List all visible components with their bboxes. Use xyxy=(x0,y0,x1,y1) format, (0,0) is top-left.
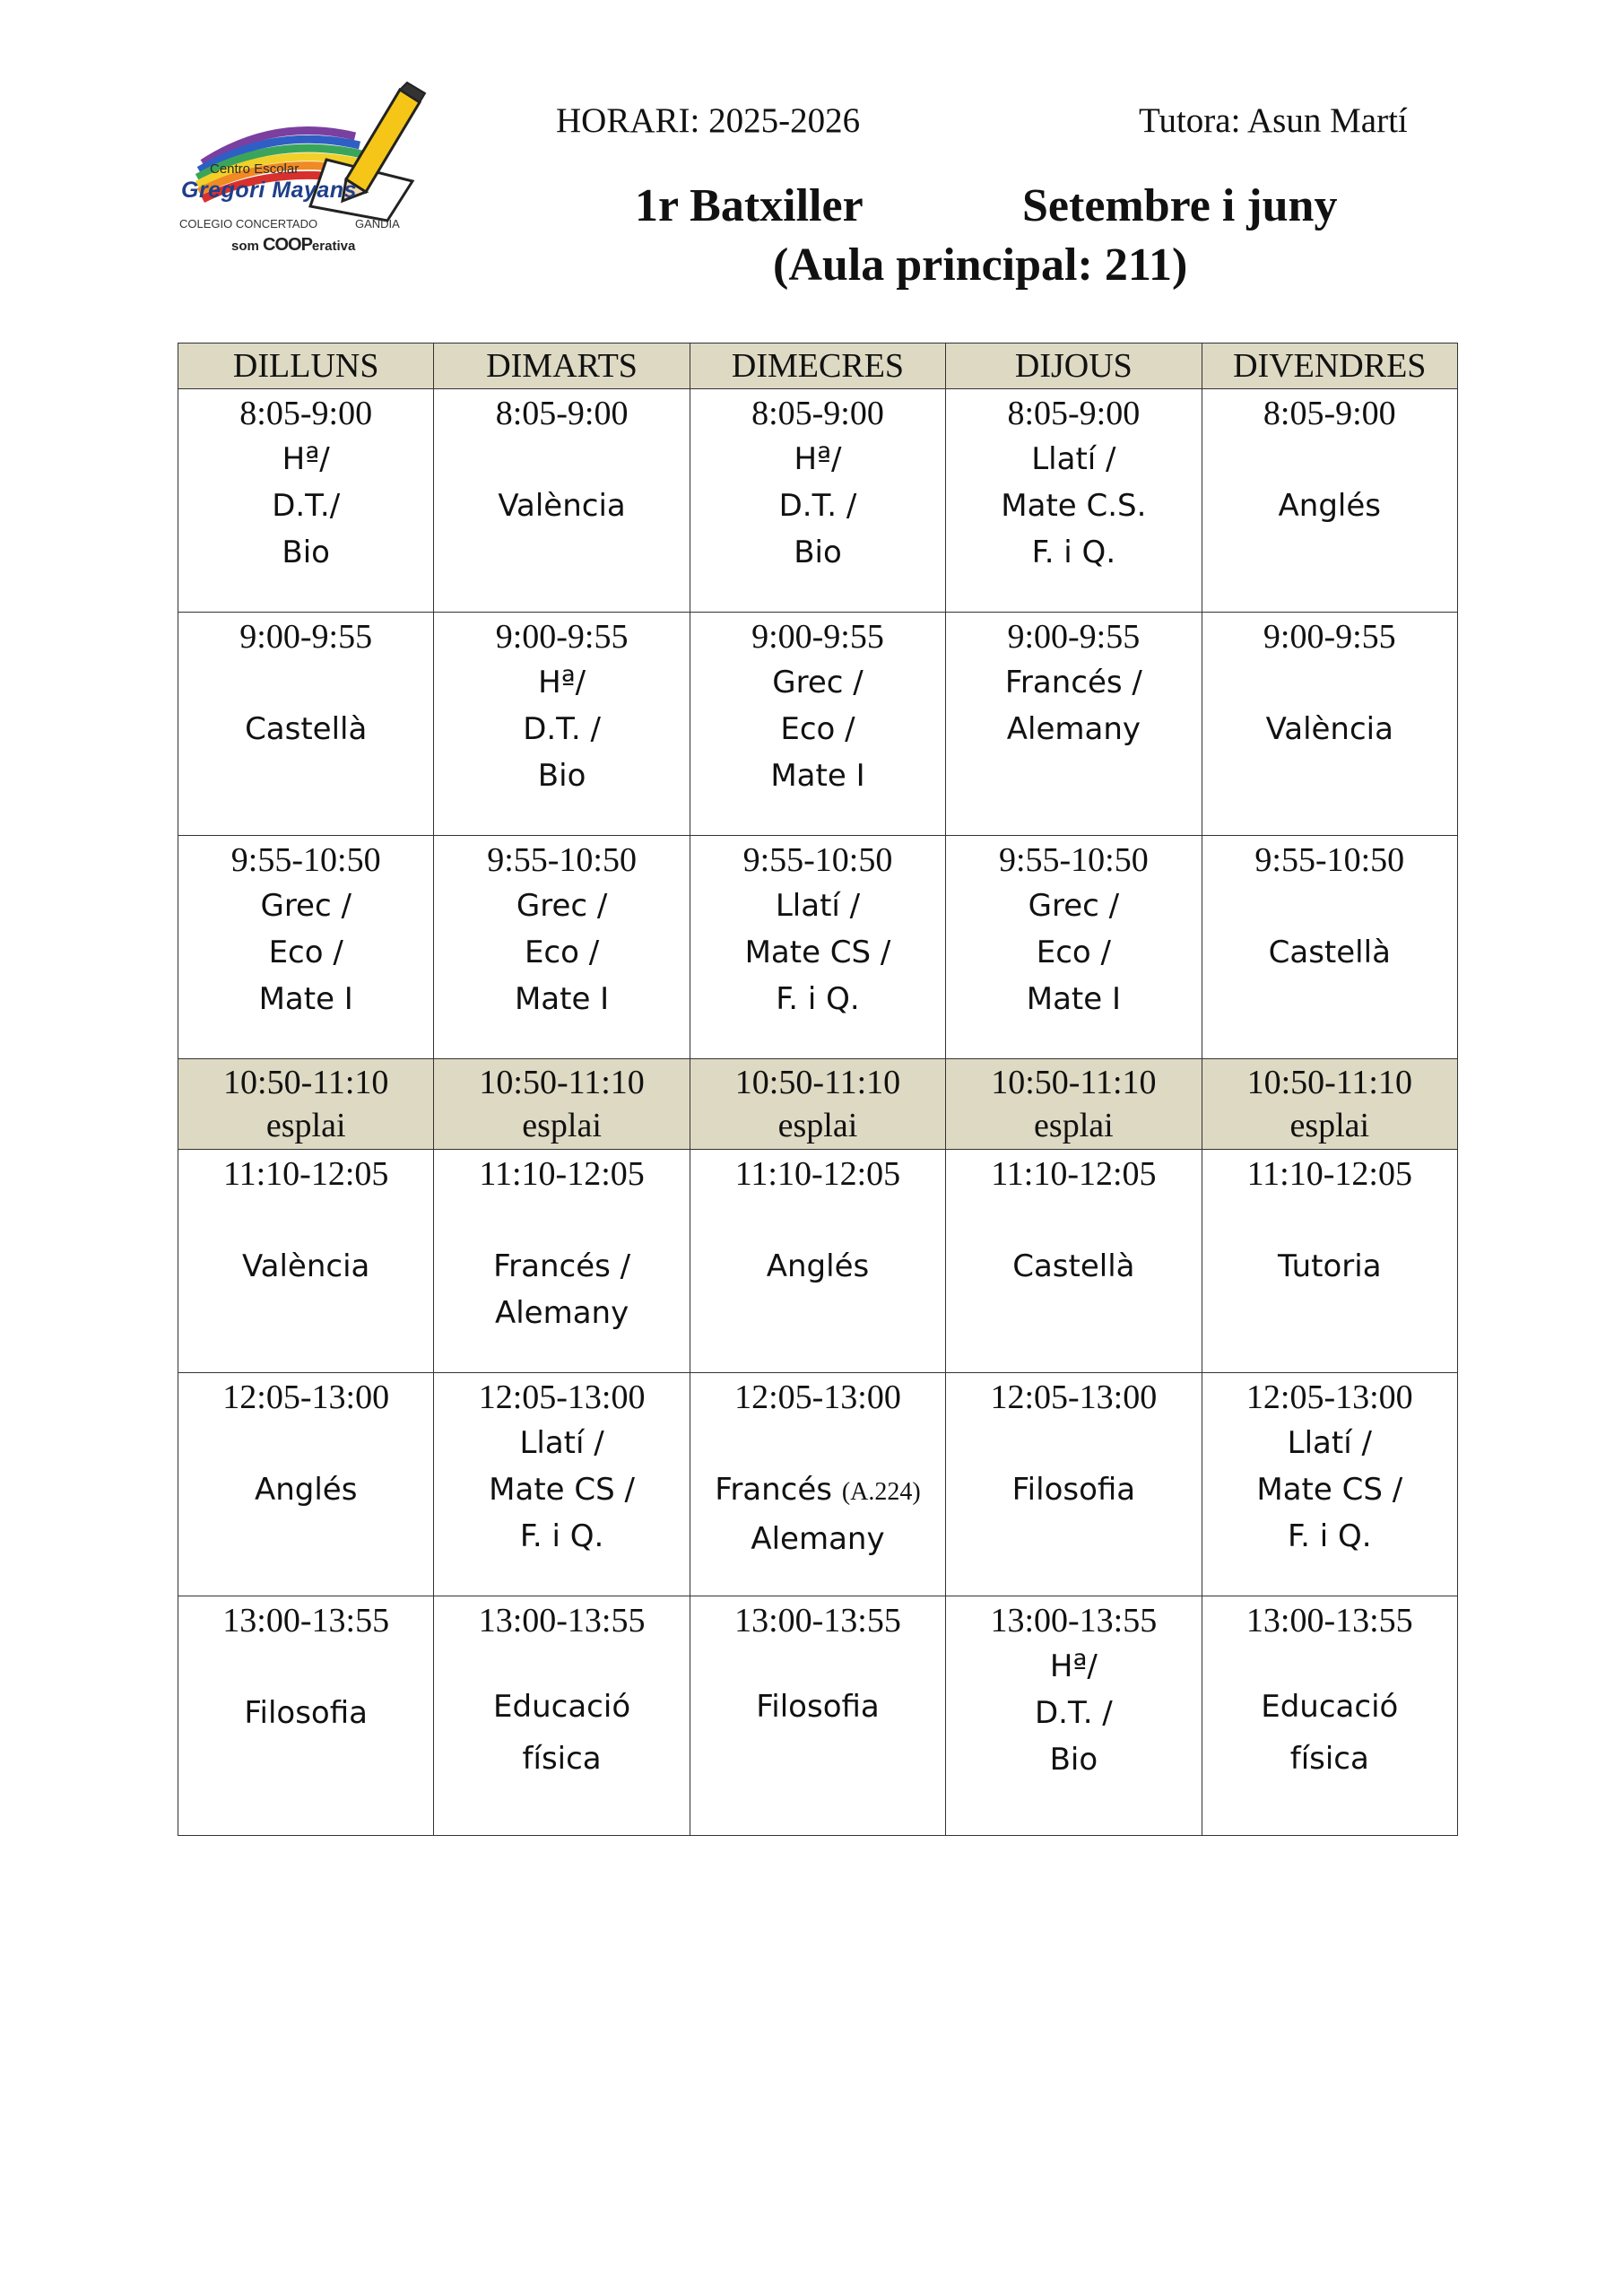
schedule-cell xyxy=(946,1596,1202,1836)
subject-line: Mate I xyxy=(514,981,610,1017)
schedule-cell xyxy=(434,389,690,613)
subject-line: Llatí / xyxy=(1031,441,1116,477)
subject-line: Educació xyxy=(493,1689,631,1725)
subject-line: Castellà xyxy=(1012,1248,1135,1284)
time-label: 11:10-12:05 xyxy=(479,1155,645,1193)
schedule-cell xyxy=(178,1373,434,1596)
schedule-cell xyxy=(946,1150,1202,1373)
schedule-cell xyxy=(690,389,945,613)
time-label: 12:05-13:00 xyxy=(478,1378,646,1416)
time-label: 10:50-11:10 xyxy=(1246,1064,1412,1101)
break-cell xyxy=(178,1059,434,1150)
subject-line: Llatí / xyxy=(519,1425,604,1461)
time-label: 9:00-9:55 xyxy=(751,618,884,656)
schedule-row xyxy=(178,1596,1458,1836)
schedule-row xyxy=(178,1373,1458,1596)
subject-line: F. i Q. xyxy=(1288,1518,1372,1554)
subject-line: Grec / xyxy=(1028,888,1120,924)
subject-line: Castellà xyxy=(1268,935,1391,970)
subject-line: Mate C.S. xyxy=(1001,488,1147,524)
time-label: 9:00-9:55 xyxy=(239,618,373,656)
break-label: esplai xyxy=(522,1107,602,1144)
day-header: DILLUNS xyxy=(178,344,434,389)
schedule-cell xyxy=(178,1596,434,1836)
schedule-cell xyxy=(690,1373,945,1596)
subject-line: Alemany xyxy=(1006,711,1141,747)
subject-line: Mate I xyxy=(770,758,865,794)
time-label: 9:00-9:55 xyxy=(1007,618,1141,656)
schedule-row xyxy=(178,1150,1458,1373)
schedule-cell xyxy=(690,613,945,836)
time-label: 9:55-10:50 xyxy=(230,841,381,879)
schedule-table xyxy=(178,343,1458,1836)
logo-school-name: Gregori Mayans xyxy=(181,178,357,203)
schedule-cell xyxy=(178,1150,434,1373)
day-header: DIMARTS xyxy=(434,344,690,389)
day-header: DIVENDRES xyxy=(1202,344,1457,389)
schedule-cell xyxy=(178,613,434,836)
logo-coop-prefix: som xyxy=(231,239,259,254)
classroom-title: (Aula principal: 211) xyxy=(773,239,1188,291)
subject-line: Hª/ xyxy=(538,665,586,700)
subject-line: Eco / xyxy=(1036,935,1111,970)
time-label: 11:10-12:05 xyxy=(223,1155,389,1193)
break-cell xyxy=(1202,1059,1457,1150)
subject-line: València xyxy=(1265,711,1393,747)
logo-city-text: GANDIA xyxy=(355,217,400,230)
subject-line: Anglés xyxy=(766,1248,870,1284)
subject-line: Grec / xyxy=(772,665,864,700)
subject-line: Bio xyxy=(537,758,586,794)
time-label: 10:50-11:10 xyxy=(479,1064,645,1101)
break-label: esplai xyxy=(265,1107,346,1144)
subject-line: Eco / xyxy=(780,711,855,747)
subject-line: Llatí / xyxy=(775,888,861,924)
time-label: 12:05-13:00 xyxy=(990,1378,1158,1416)
time-label: 10:50-11:10 xyxy=(223,1064,389,1101)
schedule-cell xyxy=(1202,1373,1457,1596)
subject-line: Grec / xyxy=(260,888,352,924)
schedule-row xyxy=(178,613,1458,836)
subject-line: física xyxy=(1289,1741,1369,1777)
tutora-label: Tutora: Asun Martí xyxy=(1139,101,1408,140)
subject-line: Filosofia xyxy=(756,1689,880,1725)
subject-line: Mate I xyxy=(1026,981,1121,1017)
subject-line: física xyxy=(522,1741,602,1777)
subject-line: F. i Q. xyxy=(519,1518,604,1554)
schedule-cell xyxy=(690,836,945,1059)
subject-line: Hª/ xyxy=(1049,1648,1098,1684)
break-row xyxy=(178,1059,1458,1150)
time-label: 12:05-13:00 xyxy=(734,1378,901,1416)
schedule-cell xyxy=(1202,836,1457,1059)
subject-line: Hª/ xyxy=(282,441,330,477)
time-label: 9:55-10:50 xyxy=(1254,841,1405,879)
time-label: 9:55-10:50 xyxy=(742,841,893,879)
time-label: 9:00-9:55 xyxy=(495,618,629,656)
time-label: 9:55-10:50 xyxy=(487,841,637,879)
logo-coop-suffix: erativa xyxy=(311,239,356,254)
subject-line: D.T. / xyxy=(1034,1695,1113,1731)
subject-line: F. i Q. xyxy=(1031,535,1116,570)
schedule-cell xyxy=(1202,1596,1457,1836)
time-label: 12:05-13:00 xyxy=(1245,1378,1413,1416)
subject-line: Bio xyxy=(282,535,330,570)
day-header-row xyxy=(178,344,1458,389)
schedule-cell xyxy=(178,836,434,1059)
subject-line: Filosofia xyxy=(244,1695,368,1731)
subject-line: Mate CS / xyxy=(1256,1472,1403,1508)
schedule-cell xyxy=(178,389,434,613)
subject-line: Anglés xyxy=(254,1472,358,1508)
subject-line: Anglés xyxy=(1278,488,1382,524)
schedule-cell xyxy=(434,836,690,1059)
time-label: 11:10-12:05 xyxy=(734,1155,901,1193)
schedule-cell xyxy=(946,613,1202,836)
time-label: 9:00-9:55 xyxy=(1263,618,1396,656)
subject-line: Bio xyxy=(794,535,842,570)
subject-line: F. i Q. xyxy=(776,981,860,1017)
time-label: 8:05-9:00 xyxy=(239,395,373,432)
subject-line: Filosofia xyxy=(1011,1472,1136,1508)
schedule-row xyxy=(178,836,1458,1059)
subject-line: Mate I xyxy=(258,981,353,1017)
period-title: Setembre i juny xyxy=(1022,180,1338,231)
break-label: esplai xyxy=(1289,1107,1370,1144)
schedule-cell xyxy=(434,1596,690,1836)
subject-line: Mate CS / xyxy=(489,1472,635,1508)
time-label: 13:00-13:55 xyxy=(222,1602,390,1639)
subject-line: Francés / xyxy=(493,1248,631,1284)
schedule-cell xyxy=(434,613,690,836)
course-title: 1r Batxiller xyxy=(635,180,864,231)
schedule-cell xyxy=(690,1596,945,1836)
subject-line: Bio xyxy=(1049,1742,1098,1778)
subject-line: D.T. / xyxy=(523,711,601,747)
school-logo xyxy=(176,81,427,260)
time-label: 8:05-9:00 xyxy=(751,395,884,432)
time-label: 8:05-9:00 xyxy=(1007,395,1141,432)
schedule-cell xyxy=(946,389,1202,613)
time-label: 8:05-9:00 xyxy=(495,395,629,432)
schedule-cell xyxy=(1202,389,1457,613)
subject-line: D.T./ xyxy=(272,488,341,524)
subject-line xyxy=(690,1420,945,1516)
schedule-cell xyxy=(1202,613,1457,836)
subject-line: Francés / xyxy=(1004,665,1142,700)
time-label: 10:50-11:10 xyxy=(734,1064,901,1101)
subject-line: Tutoria xyxy=(1278,1248,1382,1284)
schedule-cell xyxy=(946,1373,1202,1596)
subject-line: Educació xyxy=(1261,1689,1399,1725)
subject-line: Llatí / xyxy=(1287,1425,1372,1461)
time-label: 9:55-10:50 xyxy=(998,841,1149,879)
time-label: 10:50-11:10 xyxy=(991,1064,1157,1101)
schedule-cell xyxy=(946,836,1202,1059)
logo-colegio-text: COLEGIO CONCERTADO xyxy=(179,217,318,230)
day-header: DIJOUS xyxy=(946,344,1202,389)
subject-line: Alemany xyxy=(494,1295,629,1331)
subject-text: Francés xyxy=(715,1472,833,1508)
horari-title: HORARI: 2025-2026 xyxy=(556,101,861,140)
time-label: 11:10-12:05 xyxy=(1246,1155,1412,1193)
schedule-cell xyxy=(434,1373,690,1596)
subject-line: València xyxy=(498,488,626,524)
time-label: 13:00-13:55 xyxy=(1245,1602,1413,1639)
time-label: 12:05-13:00 xyxy=(222,1378,390,1416)
time-label: 8:05-9:00 xyxy=(1263,395,1396,432)
logo-coop-mid: COOP xyxy=(263,235,312,255)
time-label: 13:00-13:55 xyxy=(990,1602,1158,1639)
schedule-cell xyxy=(434,1150,690,1373)
break-cell xyxy=(690,1059,945,1150)
break-label: esplai xyxy=(777,1107,858,1144)
logo-centro-text: Centro Escolar xyxy=(210,161,299,177)
room-note: (A.224) xyxy=(841,1478,921,1506)
subject-line: Grec / xyxy=(516,888,608,924)
subject-line: Eco / xyxy=(524,935,600,970)
schedule-cell xyxy=(1202,1150,1457,1373)
subject-line: Castellà xyxy=(245,711,368,747)
break-label: esplai xyxy=(1034,1107,1114,1144)
time-label: 13:00-13:55 xyxy=(478,1602,646,1639)
schedule-row xyxy=(178,389,1458,613)
time-label: 11:10-12:05 xyxy=(991,1155,1157,1193)
schedule-cell xyxy=(690,1150,945,1373)
subject-line: Hª/ xyxy=(794,441,842,477)
subject-line: Alemany xyxy=(751,1521,885,1557)
break-cell xyxy=(434,1059,690,1150)
subject-line: Mate CS / xyxy=(744,935,891,970)
subject-line: València xyxy=(242,1248,370,1284)
subject-line: D.T. / xyxy=(778,488,857,524)
subject-line: Eco / xyxy=(268,935,343,970)
break-cell xyxy=(946,1059,1202,1150)
day-header: DIMECRES xyxy=(690,344,945,389)
logo-coop-text xyxy=(231,235,355,256)
time-label: 13:00-13:55 xyxy=(734,1602,901,1639)
